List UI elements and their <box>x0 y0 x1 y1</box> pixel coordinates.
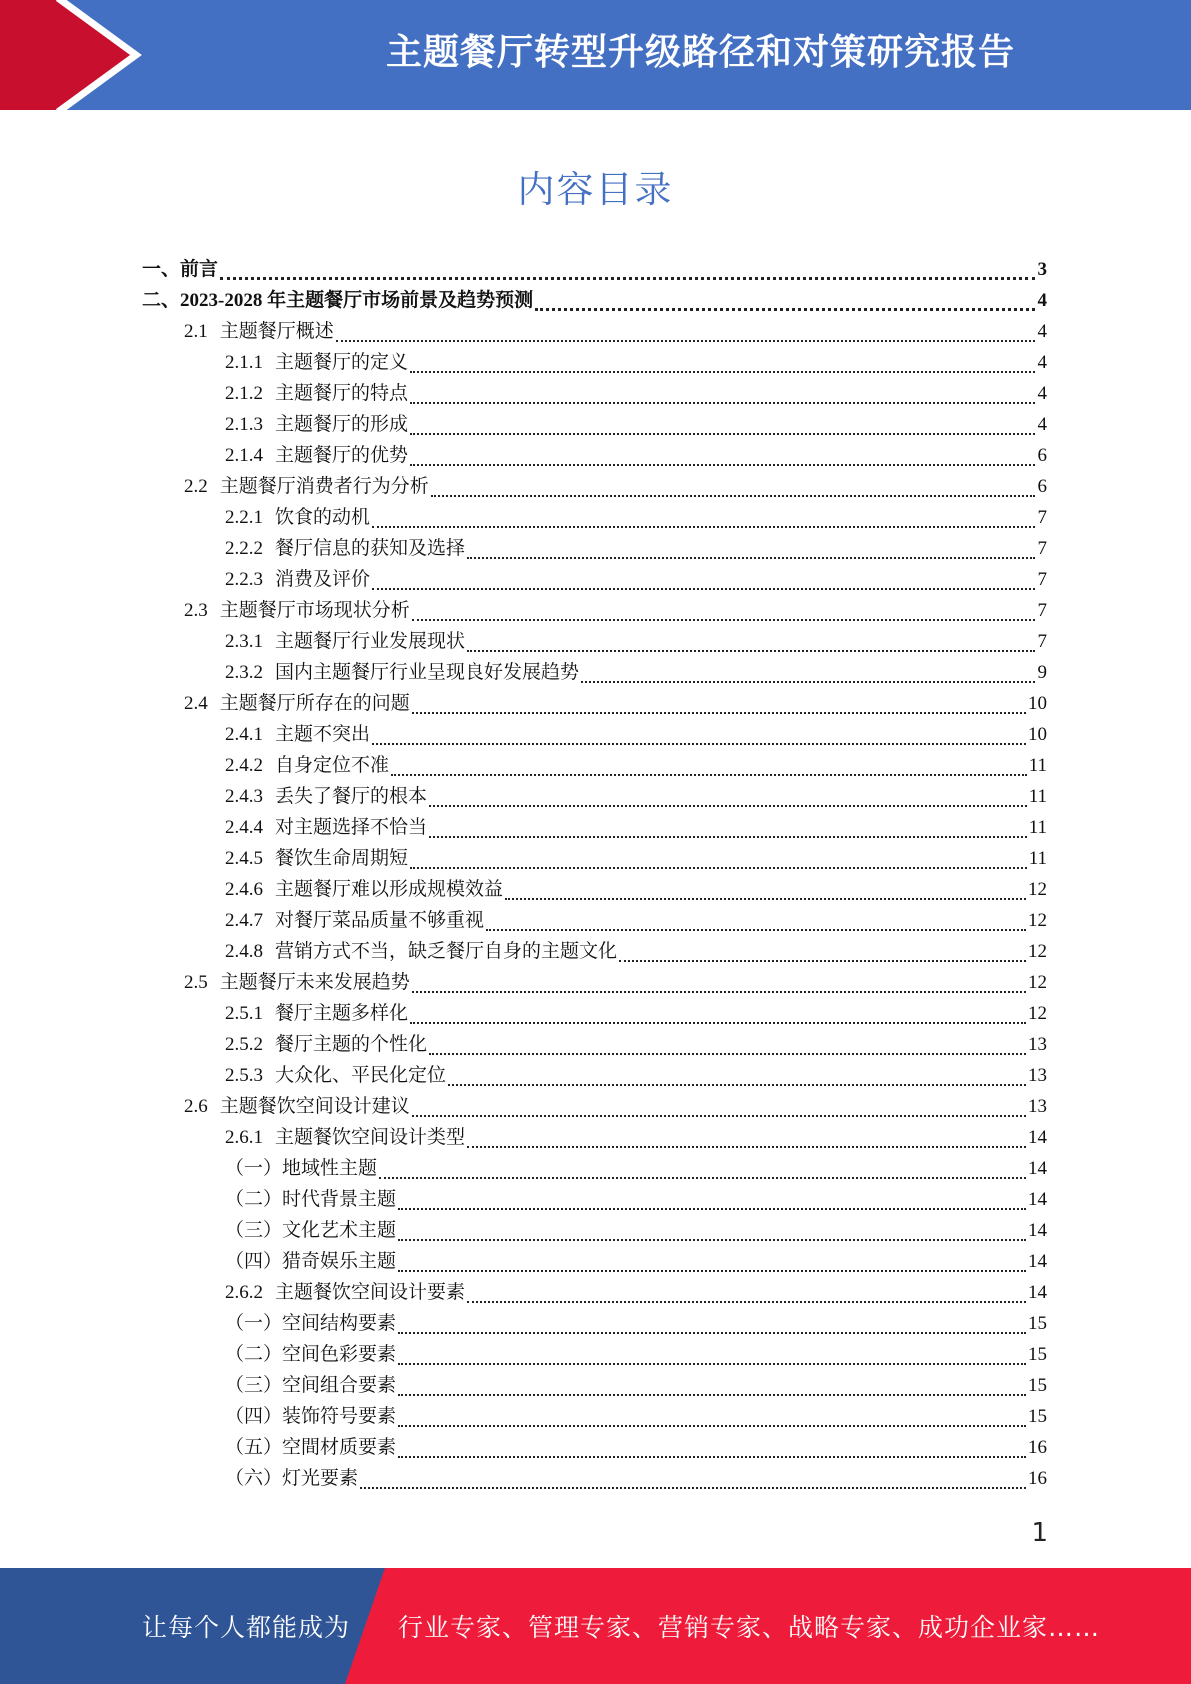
toc-dot-leader <box>448 1084 1026 1086</box>
toc-entry-number: 2.6 <box>184 1096 208 1117</box>
toc-entry-page: 13 <box>1028 1096 1047 1117</box>
toc-entry-title: （三）空间组合要素 <box>225 1375 397 1396</box>
toc-entry-page: 12 <box>1028 972 1047 993</box>
toc-dot-leader <box>535 308 1035 311</box>
toc-dot-leader <box>619 960 1026 962</box>
chevron-arrow-icon <box>0 0 160 110</box>
toc-entry-number: 2.2.2 <box>225 538 263 559</box>
toc-entry[interactable] <box>225 1029 1047 1060</box>
toc-entry-title: 主题餐厅的优势 <box>275 445 409 466</box>
toc-entry-number: 2.3 <box>184 600 208 621</box>
toc-dot-leader <box>398 1394 1026 1396</box>
toc-entry[interactable] <box>225 719 1047 750</box>
toc-entry[interactable] <box>225 440 1047 471</box>
toc-entry-title: （一）空间结构要素 <box>225 1313 397 1334</box>
toc-entry-title: 主题不突出 <box>275 724 371 745</box>
toc-entry-number: 2.4.4 <box>225 817 263 838</box>
toc-entry[interactable] <box>142 285 1047 316</box>
footer-slogan-left: 让每个人都能成为 <box>142 1613 351 1642</box>
toc-entry[interactable] <box>184 688 1047 719</box>
toc-entry-page: 14 <box>1028 1220 1047 1241</box>
toc-dot-leader <box>398 1332 1026 1334</box>
toc-dot-leader <box>429 1053 1026 1055</box>
toc-entry[interactable] <box>225 1122 1047 1153</box>
toc-entry-title: （二）空间色彩要素 <box>225 1344 397 1365</box>
footer-slogan-right: 行业专家、管理专家、营销专家、战略专家、成功企业家…… <box>398 1613 1101 1642</box>
toc-entry-number: 2.1.1 <box>225 352 263 373</box>
toc-entry-title: 营销方式不当，缺乏餐厅自身的主题文化 <box>275 941 618 962</box>
toc-entry[interactable] <box>142 254 1047 285</box>
toc-entry-number: 2.1.2 <box>225 383 263 404</box>
toc-entry-title: 主题餐厅所存在的问题 <box>219 693 410 714</box>
toc-entry-page: 15 <box>1028 1406 1047 1427</box>
toc-entry-title: 主题餐厅的特点 <box>275 383 409 404</box>
toc-entry[interactable] <box>225 874 1047 905</box>
toc-entry-number: 2.5 <box>184 972 208 993</box>
toc-dot-leader <box>581 681 1035 683</box>
toc-entry-page: 12 <box>1028 879 1047 900</box>
toc-entry-title: 主题餐厅的定义 <box>275 352 409 373</box>
footer-banner <box>0 1568 1191 1684</box>
toc-entry-title: （一）地域性主题 <box>225 1158 378 1179</box>
toc-entry-page: 11 <box>1028 786 1047 807</box>
toc-dot-leader <box>410 1022 1026 1024</box>
toc-entry-title: 二、2023-2028 年主题餐厅市场前景及趋势预测 <box>142 290 534 311</box>
toc-dot-leader <box>398 1208 1026 1210</box>
toc-entry-page: 7 <box>1037 538 1047 559</box>
toc-entry-number: 2.1.4 <box>225 445 263 466</box>
toc-entry-page: 11 <box>1028 817 1047 838</box>
toc-entry[interactable] <box>225 1401 1047 1432</box>
toc-entry[interactable] <box>225 905 1047 936</box>
toc-entry-title: 主题餐厅消费者行为分析 <box>219 476 429 497</box>
toc-entry-page: 15 <box>1028 1375 1047 1396</box>
toc-entry[interactable] <box>225 1277 1047 1308</box>
toc-entry-page: 7 <box>1037 569 1047 590</box>
toc-entry-page: 14 <box>1028 1158 1047 1179</box>
toc-entry[interactable] <box>225 998 1047 1029</box>
toc-dot-leader <box>410 867 1027 869</box>
toc-entry[interactable] <box>225 1463 1047 1494</box>
toc-entry-title: 主题餐厅概述 <box>219 321 334 342</box>
toc-dot-leader <box>336 340 1035 342</box>
toc-entry-page: 14 <box>1028 1251 1047 1272</box>
toc-entry[interactable] <box>184 471 1047 502</box>
toc-entry-number: 2.6.1 <box>225 1127 263 1148</box>
toc-dot-leader <box>410 464 1035 466</box>
toc-entry-title: （五）空間材质要素 <box>225 1437 397 1458</box>
toc-dot-leader <box>398 1425 1026 1427</box>
toc-entry-page: 14 <box>1028 1282 1047 1303</box>
toc-entry[interactable] <box>225 409 1047 440</box>
toc-entry-page: 4 <box>1037 352 1047 373</box>
toc-dot-leader <box>412 1115 1026 1117</box>
toc-entry[interactable] <box>225 378 1047 409</box>
toc-entry[interactable] <box>225 1339 1047 1370</box>
toc-entry-title: （三）文化艺术主题 <box>225 1220 397 1241</box>
toc-entry-title: 饮食的动机 <box>275 507 371 528</box>
toc-dot-leader <box>486 929 1026 931</box>
toc-entry-title: 主题餐厅的形成 <box>275 414 409 435</box>
toc-entry-number: 2.3.1 <box>225 631 263 652</box>
toc-entry-page: 4 <box>1037 321 1047 342</box>
toc-dot-leader <box>398 1456 1026 1458</box>
toc-entry-page: 16 <box>1028 1437 1047 1458</box>
toc-entry-page: 4 <box>1037 414 1047 435</box>
toc-dot-leader <box>360 1487 1026 1489</box>
toc-entry-number: 2.6.2 <box>225 1282 263 1303</box>
toc-entry-page: 11 <box>1028 755 1047 776</box>
toc-entry-title: 主题餐厅行业发展现状 <box>275 631 466 652</box>
toc-entry-title: （二）时代背景主题 <box>225 1189 397 1210</box>
toc-dot-leader <box>391 774 1027 776</box>
toc-dot-leader <box>398 1363 1026 1365</box>
toc-entry-page: 10 <box>1028 693 1047 714</box>
toc-entry-number: 2.4.7 <box>225 910 263 931</box>
toc-dot-leader <box>429 836 1027 838</box>
toc-entry[interactable] <box>184 967 1047 998</box>
toc-entry[interactable] <box>225 781 1047 812</box>
toc-entry[interactable] <box>184 1091 1047 1122</box>
toc-entry[interactable] <box>225 843 1047 874</box>
toc-entry-number: 2.2.3 <box>225 569 263 590</box>
toc-entry-page: 14 <box>1028 1127 1047 1148</box>
toc-entry-page: 13 <box>1028 1065 1047 1086</box>
toc-dot-leader <box>410 433 1035 435</box>
toc-entry-number: 2.2.1 <box>225 507 263 528</box>
toc-entry-title: 餐厅主题的个性化 <box>275 1034 428 1055</box>
toc-entry-number: 2.4.8 <box>225 941 263 962</box>
toc-dot-leader <box>379 1177 1026 1179</box>
toc-dot-leader <box>467 1301 1026 1303</box>
toc-entry-title: 消费及评价 <box>275 569 371 590</box>
toc-entry[interactable] <box>225 1153 1047 1184</box>
toc-entry[interactable] <box>225 936 1047 967</box>
toc-entry-number: 2.1 <box>184 321 208 342</box>
toc-entry-title: （四）猎奇娱乐主题 <box>225 1251 397 1272</box>
toc-entry-number: 2.4.3 <box>225 786 263 807</box>
toc-entry-number: 2.4.6 <box>225 879 263 900</box>
toc-dot-leader <box>372 526 1035 528</box>
toc-entry-number: 2.5.3 <box>225 1065 263 1086</box>
toc-entry[interactable] <box>184 316 1047 347</box>
toc-dot-leader <box>431 495 1035 497</box>
toc-entry[interactable] <box>225 347 1047 378</box>
toc-dot-leader <box>372 588 1035 590</box>
toc-entry-page: 14 <box>1028 1189 1047 1210</box>
toc-entry-title: 对主题选择不恰当 <box>275 817 428 838</box>
toc-dot-leader <box>410 371 1035 373</box>
toc-entry-page: 7 <box>1037 631 1047 652</box>
toc-entry-page: 12 <box>1028 910 1047 931</box>
toc-entry-page: 4 <box>1037 290 1047 311</box>
toc-entry-page: 7 <box>1037 600 1047 621</box>
toc-entry[interactable] <box>225 533 1047 564</box>
toc-entry[interactable] <box>225 750 1047 781</box>
toc-entry-number: 2.4.1 <box>225 724 263 745</box>
toc-entry-page: 15 <box>1028 1313 1047 1334</box>
toc-dot-leader <box>429 805 1027 807</box>
toc-entry[interactable] <box>184 595 1047 626</box>
toc-entry-title: （六）灯光要素 <box>225 1468 359 1489</box>
toc-entry-title: 主题餐饮空间设计要素 <box>275 1282 466 1303</box>
toc-dot-leader <box>467 1146 1026 1148</box>
toc-entry-title: 主题餐饮空间设计建议 <box>219 1096 410 1117</box>
toc-entry-page: 11 <box>1028 848 1047 869</box>
toc-entry[interactable] <box>225 657 1047 688</box>
toc-entry[interactable] <box>225 564 1047 595</box>
toc-entry[interactable] <box>225 1246 1047 1277</box>
toc-entry-title: 主题餐厅难以形成规模效益 <box>275 879 504 900</box>
toc-entry-number: 2.4.5 <box>225 848 263 869</box>
toc-entry-page: 16 <box>1028 1468 1047 1489</box>
toc-entry-title: 大众化、平民化定位 <box>275 1065 447 1086</box>
toc-entry-number: 2.4 <box>184 693 208 714</box>
toc-entry-title: 餐厅信息的获知及选择 <box>275 538 466 559</box>
toc-entry-page: 7 <box>1037 507 1047 528</box>
toc-entry[interactable] <box>225 1370 1047 1401</box>
toc-entry-title: 对餐厅菜品质量不够重视 <box>275 910 485 931</box>
toc-entry[interactable] <box>225 1184 1047 1215</box>
toc-entry-page: 3 <box>1037 259 1047 280</box>
toc-entry-page: 6 <box>1037 476 1047 497</box>
header-banner <box>0 0 1191 110</box>
toc-entry-number: 2.5.1 <box>225 1003 263 1024</box>
toc-entry[interactable] <box>225 1432 1047 1463</box>
toc-dot-leader <box>412 991 1026 993</box>
toc-dot-leader <box>467 650 1035 652</box>
toc-entry-page: 6 <box>1037 445 1047 466</box>
toc-entry-number: 2.5.2 <box>225 1034 263 1055</box>
toc-entry-page: 13 <box>1028 1034 1047 1055</box>
toc-dot-leader <box>372 743 1026 745</box>
toc-entry-page: 12 <box>1028 941 1047 962</box>
toc-dot-leader <box>412 712 1026 714</box>
toc-entry[interactable] <box>225 1215 1047 1246</box>
toc-entry-title: 自身定位不准 <box>275 755 390 776</box>
toc-dot-leader <box>505 898 1026 900</box>
toc-dot-leader <box>398 1239 1026 1241</box>
toc-entry-page: 12 <box>1028 1003 1047 1024</box>
toc-dot-leader <box>467 557 1035 559</box>
toc-entry[interactable] <box>225 812 1047 843</box>
toc-entry-title: 餐厅主题多样化 <box>275 1003 409 1024</box>
toc-entry[interactable] <box>225 502 1047 533</box>
toc-entry-number: 2.1.3 <box>225 414 263 435</box>
toc-entry-number: 2.4.2 <box>225 755 263 776</box>
page-number: 1 <box>1031 1518 1048 1548</box>
toc-entry[interactable] <box>225 626 1047 657</box>
toc-entry[interactable] <box>225 1308 1047 1339</box>
toc-dot-leader <box>398 1270 1026 1272</box>
toc-dot-leader <box>412 619 1035 621</box>
toc-entry-title: 主题餐厅市场现状分析 <box>219 600 410 621</box>
toc-heading: 内容目录 <box>517 168 674 211</box>
toc-entry-title: 国内主题餐厅行业呈现良好发展趋势 <box>275 662 580 683</box>
toc-entry-title: 主题餐饮空间设计类型 <box>275 1127 466 1148</box>
toc-entry-page: 15 <box>1028 1344 1047 1365</box>
toc-entry[interactable] <box>225 1060 1047 1091</box>
toc-entry-page: 4 <box>1037 383 1047 404</box>
toc-entry-title: 主题餐厅未来发展趋势 <box>219 972 410 993</box>
toc-entry-title: 丢失了餐厅的根本 <box>275 786 428 807</box>
toc-entry-title: 一、前言 <box>142 259 219 280</box>
report-title: 主题餐厅转型升级路径和对策研究报告 <box>385 32 1015 73</box>
toc-dot-leader <box>410 402 1035 404</box>
toc-entry-title: （四）装饰符号要素 <box>225 1406 397 1427</box>
toc-entry-page: 9 <box>1037 662 1047 683</box>
toc-dot-leader <box>220 277 1035 280</box>
toc-entry-title: 餐饮生命周期短 <box>275 848 409 869</box>
toc-entry-number: 2.2 <box>184 476 208 497</box>
toc-entry-page: 10 <box>1028 724 1047 745</box>
toc-entry-number: 2.3.2 <box>225 662 263 683</box>
